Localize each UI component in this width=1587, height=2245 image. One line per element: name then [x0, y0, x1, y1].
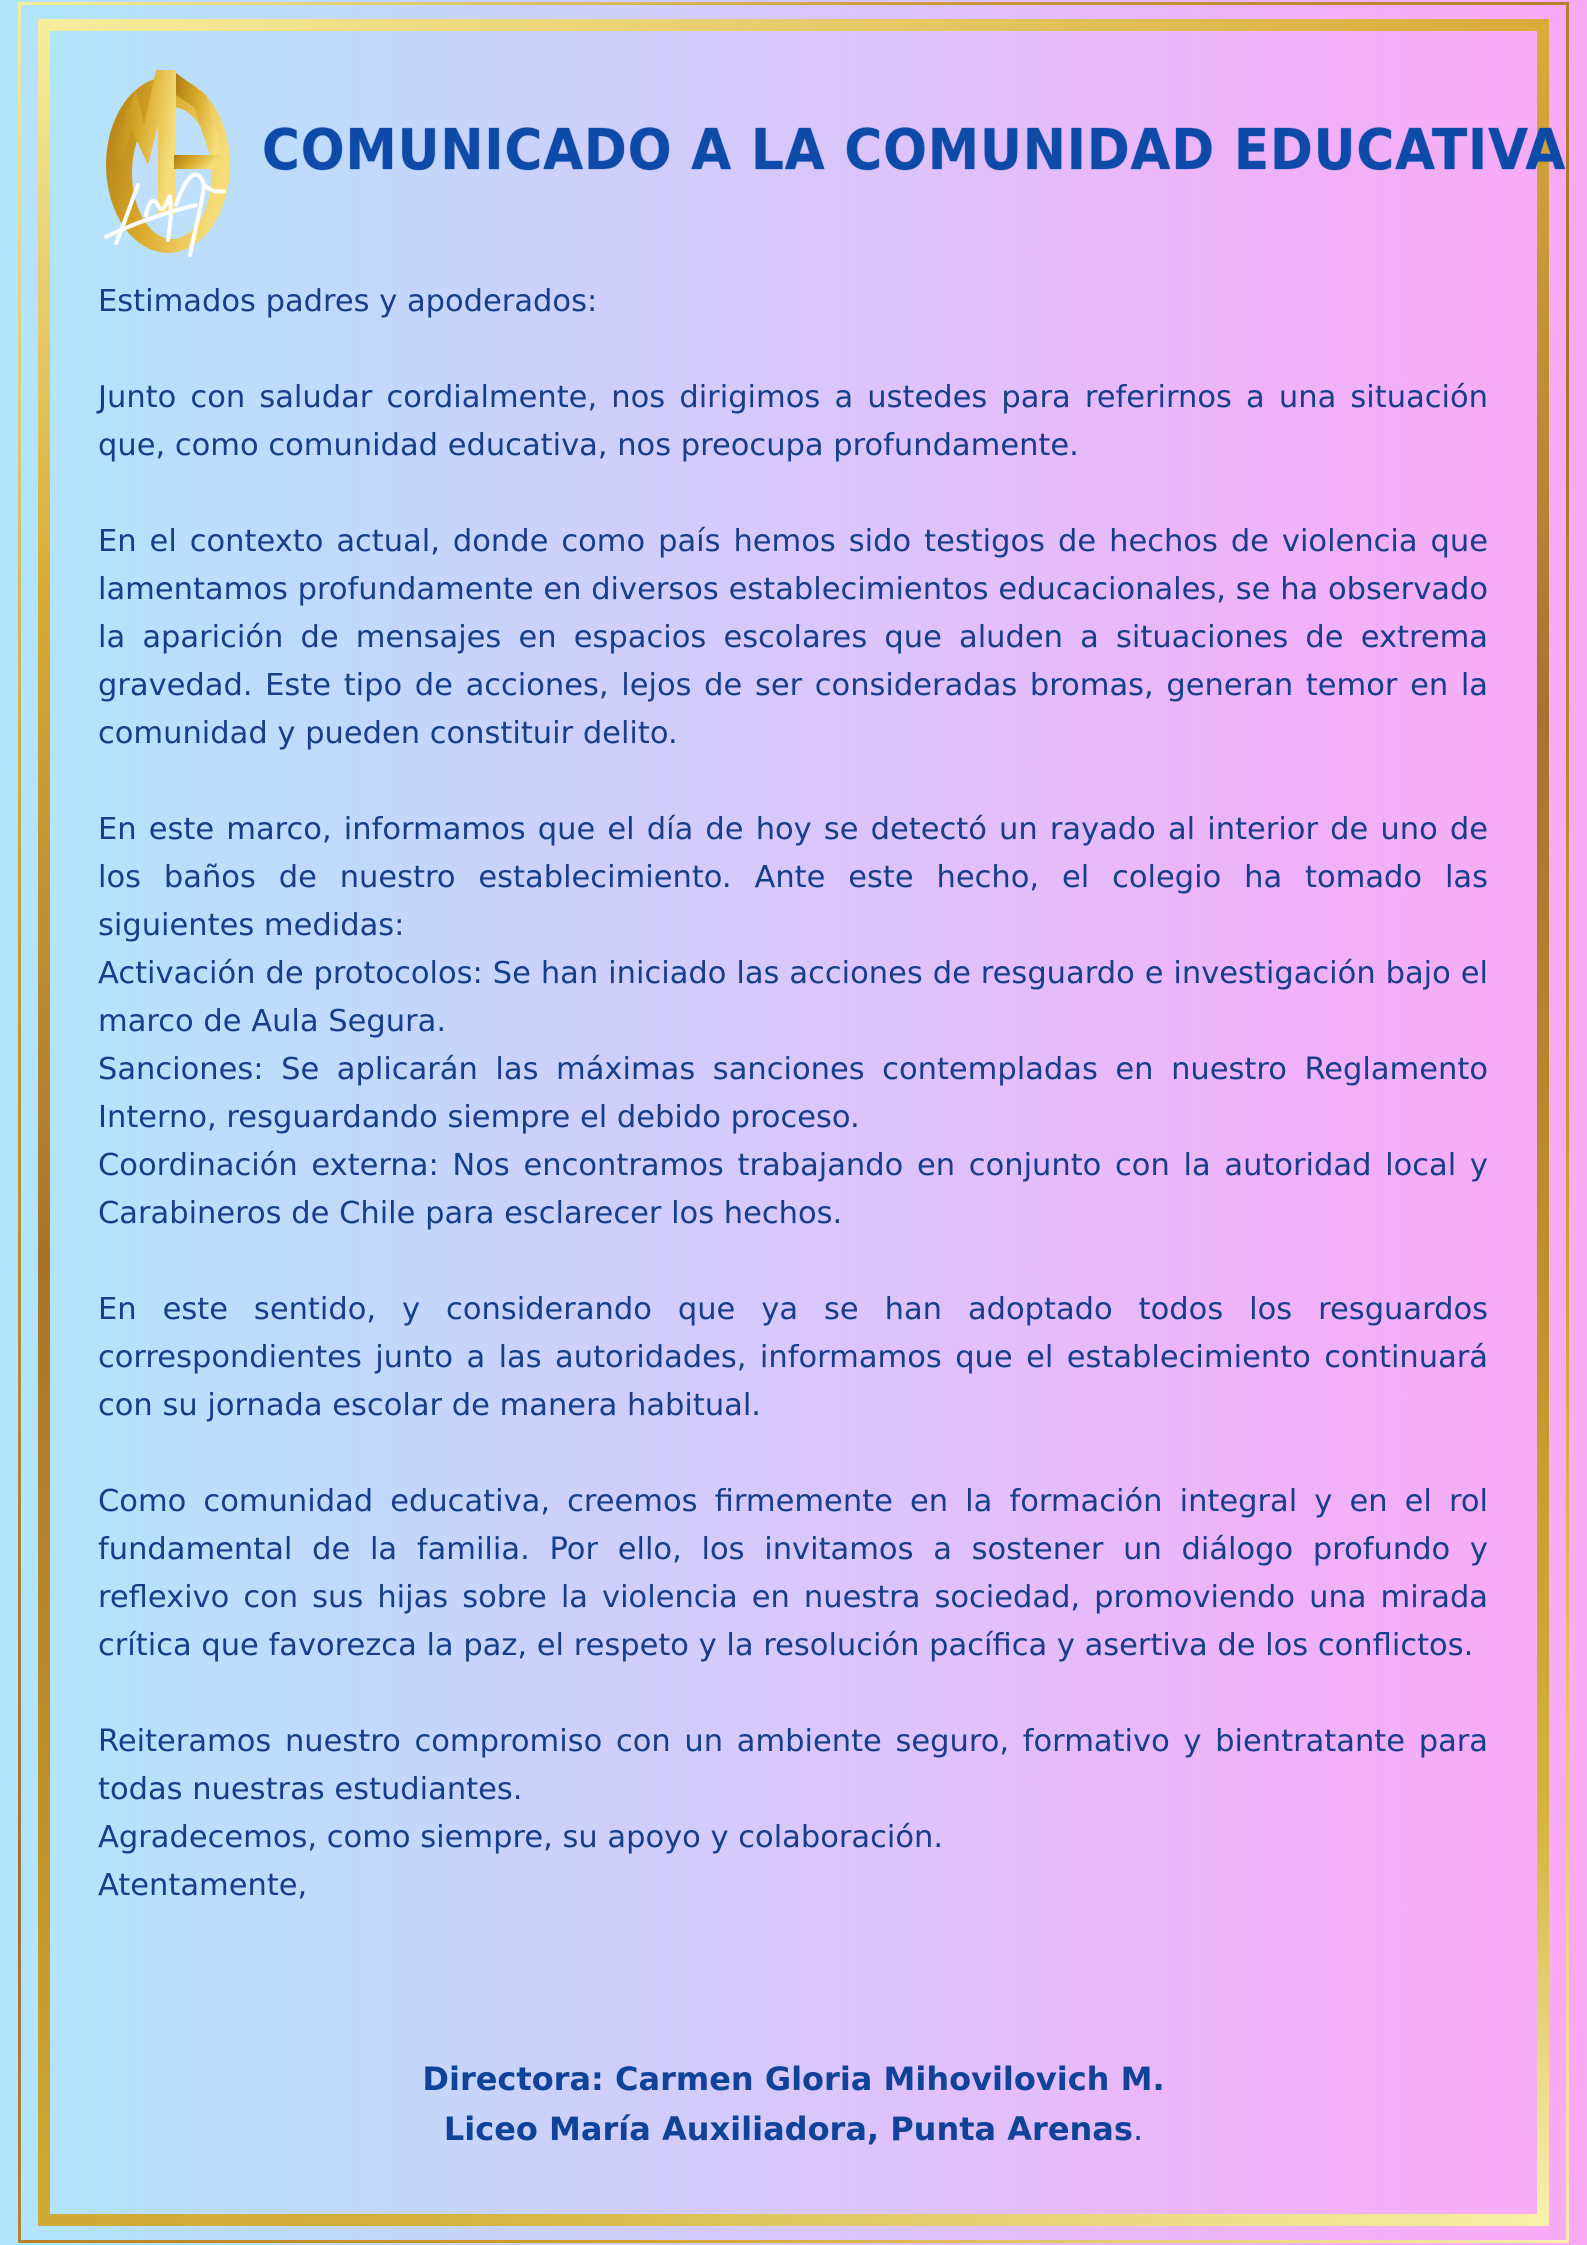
spacer [98, 758, 1488, 806]
measure-sanctions: Sanciones: Se aplicarán las máximas sanciones contempladas en nuestro Reglamento Interno, resguardando siempre el debido proceso. [98, 1052, 1488, 1135]
spacer [98, 326, 1488, 374]
spacer [98, 470, 1488, 518]
spacer [98, 1430, 1488, 1478]
signature-director: Directora: Carmen Gloria Mihovilovich M. [422, 2060, 1165, 2098]
closing-commitment: Reiteramos nuestro compromiso con un ambiente seguro, formativo y bientratante para todas nuestras estudiantes. [98, 1724, 1488, 1807]
measure-protocols: Activación de protocolos: Se han iniciado las acciones de resguardo e investigación bajo el marco de Aula Segura. [98, 956, 1488, 1039]
school-logo [86, 55, 246, 270]
measure-coordination: Coordinación externa: Nos encontramos trabajando en conjunto con la autoridad local y Carabineros de Chile para esclarecer los hechos. [98, 1148, 1488, 1231]
closing-salutation: Atentamente, [98, 1868, 308, 1903]
signature-school-name: Liceo María Auxiliadora, Punta Arenas [443, 2110, 1133, 2148]
signature-period: . [1132, 2110, 1144, 2148]
signature-block [0, 2054, 1587, 2154]
page-title: COMUNICADO A LA COMUNIDAD EDUCATIVA [262, 118, 1567, 183]
paragraph-family-dialogue: Como comunidad educativa, creemos firmemente en la formación integral y en el rol fundamental de la familia. Por ello, los invitamos a sostener un diálogo profundo y reflexivo con sus hijas sobre la violencia en nuestra sociedad, promoviendo una mirada crítica que favorezca la paz, el respeto y la resolución pacífica y asertiva de los conflictos. [98, 1484, 1488, 1663]
spacer [98, 1238, 1488, 1286]
letter-body [98, 278, 1488, 1910]
closing-thanks: Agradecemos, como siempre, su apoyo y colaboración. [98, 1820, 944, 1855]
greeting: Estimados padres y apoderados: [98, 284, 598, 319]
paragraph-context: En el contexto actual, donde como país hemos sido testigos de hechos de violencia que lamentamos profundamente en diversos establecimientos educacionales, se ha observado la aparición de mensajes en espacios escolares que aluden a situaciones de extrema gravedad. Este tipo de acciones, lejos de ser consideradas bromas, generan temor en la comunidad y pueden constituir delito. [98, 524, 1488, 751]
paragraph-incident: En este marco, informamos que el día de hoy se detectó un rayado al interior de uno de los baños de nuestro establecimiento. Ante este hecho, el colegio ha tomado las siguientes medidas: [98, 812, 1488, 943]
signature-school [0, 2104, 1587, 2154]
paragraph-intro: Junto con saludar cordialmente, nos dirigimos a ustedes para referirnos a una situación que, como comunidad educativa, nos preocupa profundamente. [98, 380, 1488, 463]
school-crest-logo-icon [86, 55, 246, 270]
spacer [98, 1670, 1488, 1718]
paragraph-continuity: En este sentido, y considerando que ya se han adoptado todos los resguardos correspondientes junto a las autoridades, informamos que el establecimiento continuará con su jornada escolar de manera habitual. [98, 1292, 1488, 1423]
